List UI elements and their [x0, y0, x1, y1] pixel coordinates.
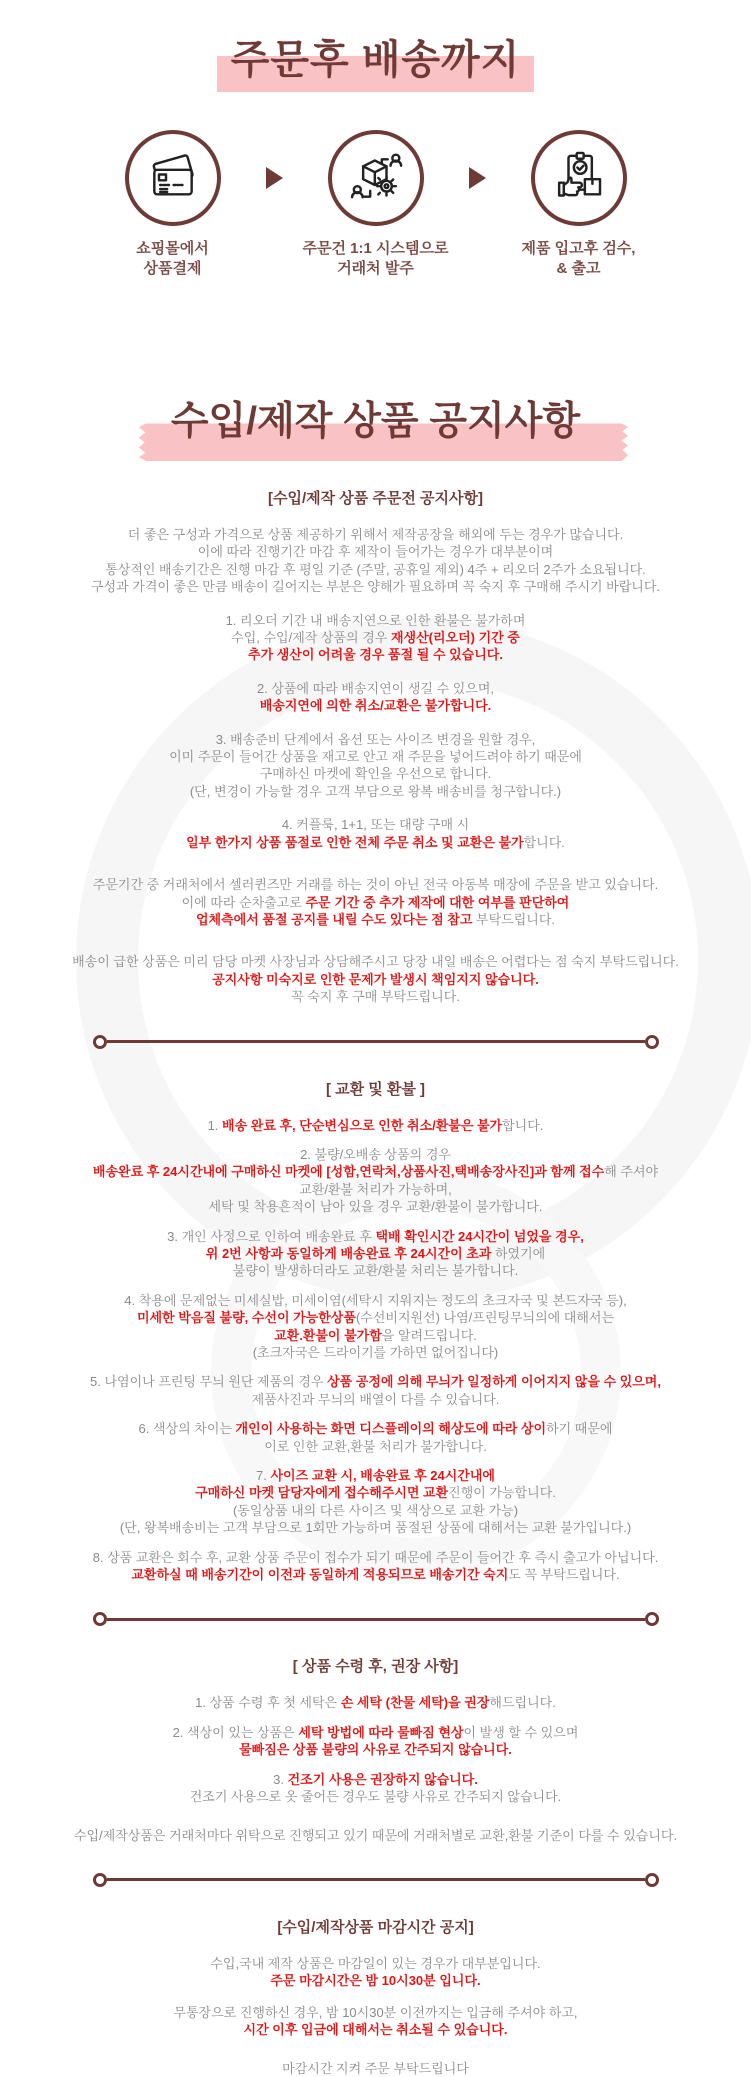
page-title — [26, 28, 726, 92]
notice-paragraph: 2. 색상이 있는 상품은 세탁 방법에 따라 물빠짐 현상이 발생 할 수 있으며 물빠짐은 상품 불량의 사유로 간주되지 않습니다. — [26, 1724, 726, 1759]
section-heading: [ 교환 및 환불 ] — [26, 1078, 726, 1099]
notice-paragraph: 무통장으로 진행하신 경우, 밤 10시30분 이전까지는 입금해 주셔야 하고, 시간 이후 입금에 대해서는 취소될 수 있습니다. — [26, 2004, 726, 2039]
section-heading: [수입/제작 상품 주문전 공지사항] — [26, 487, 726, 508]
section-heading: [ 상품 수령 후, 권장 사항] — [26, 1655, 726, 1676]
process-step-inspection — [488, 130, 670, 278]
process-step-order-system — [285, 130, 467, 278]
divider-line — [107, 1040, 645, 1043]
section-pre-order-notice — [26, 487, 726, 1006]
notice-paragraph: 주문기간 중 거래처에서 셀러퀸즈만 거래를 하는 것이 아닌 전국 아동복 매장에 주문을 받고 있습니다. 이에 따라 순차출고로 주문 기간 중 추가 제작에 대한 여부를 판단하여 업체측에서 품절 공지를 내릴 수도 있다는 점 참고 부탁드립니다. — [26, 876, 726, 928]
notice-paragraph: 1. 배송 완료 후, 단순변심으로 인한 취소/환불은 불가합니다. — [26, 1117, 726, 1134]
notice-paragraph: 더 좋은 구성과 가격으로 상품 제공하기 위해서 제작공장을 해외에 두는 경우가 많습니다. 이에 따라 진행기간 마감 후 제작이 들어가는 경우가 대부분이며 통상적인 배송기간은 진행 마감 후 평일 기준 (주말, 공휴일 제외) 4주 + 리오더 2주가 소요됩니다. 구성과 가격이 좋은 만큼 배송이 길어지는 부분은 양해가 필요하며 꼭 숙지 후 구매해 주시기 바랍니다. — [26, 526, 726, 596]
arrow-right-icon — [469, 167, 486, 189]
notice-paragraph: 4. 커플룩, 1+1, 또는 대량 구매 시 일부 한가지 상품 품절로 인한 전체 주문 취소 및 교환은 불가합니다. — [26, 816, 726, 851]
step-circle — [125, 130, 221, 226]
step-label: 제품 입고후 검수, & 출고 — [522, 239, 636, 278]
process-step-payment — [82, 130, 264, 278]
notice-paragraph: 3. 개인 사정으로 인하여 배송완료 후 택배 확인시간 24시간이 넘었을 경우, 위 2번 사항과 동일하게 배송완료 후 24시간이 초과 하였기에 불량이 발생하더라도 교환/환불 처리는 불가합니다. — [26, 1228, 726, 1280]
divider-dot-icon — [645, 1035, 659, 1049]
notice-paragraph: 3. 배송준비 단계에서 옵션 또는 사이즈 변경을 원할 경우, 이미 주문이 들어간 상품을 재고로 안고 재 주문을 넣어드려야 하기 때문에 구매하신 마켓에 확인을 우선으로 합니다. (단, 변경이 가능할 경우 고객 부담으로 왕복 배송비를 청구합니다.) — [26, 731, 726, 801]
step-label: 주문건 1:1 시스템으로 거래처 발주 — [303, 239, 449, 278]
section-exchange-refund — [26, 1078, 726, 1584]
arrow-right-icon — [266, 167, 283, 189]
step-label: 쇼핑몰에서 상품결제 — [136, 239, 208, 278]
notice-paragraph: 6. 색상의 차이는 개인이 사용하는 화면 디스플레이의 해상도에 따라 상이하기 때문에 이로 인한 교환,환불 처리가 불가합니다. — [26, 1420, 726, 1455]
notice-title-highlight: 수입/제작 상품 공지사항 — [165, 390, 586, 452]
credit-card-icon — [145, 150, 201, 206]
divider-dot-icon — [93, 1873, 107, 1887]
section-divider — [93, 1612, 659, 1626]
section-heading: [수입/제작상품 마감시간 공지] — [26, 1916, 726, 1937]
divider-dot-icon — [93, 1612, 107, 1626]
step-circle — [328, 130, 424, 226]
order-process-steps — [26, 130, 726, 278]
notice-paragraph: 2. 불량/오배송 상품의 경우 배송완료 후 24시간내에 구매하신 마켓에 [성함,연락처,상품사진,택배송장사진]과 함께 접수해 주셔야 교환/환불 처리가 가능하며, 세탁 및 착용흔적이 남아 있을 경우 교환/환불이 불가합니다. — [26, 1146, 726, 1216]
notice-paragraph: 배송이 급한 상품은 미리 담당 마켓 사장님과 상담해주시고 당장 내일 배송은 어렵다는 점 숙지 부탁드립니다. 공지사항 미숙지로 인한 문제가 발생시 책임지지 않습니다. 꼭 숙지 후 구매 부탁드립니다. — [26, 953, 726, 1005]
notice-paragraph: 마감시간 지켜 주문 부탁드립니다 — [26, 2060, 726, 2077]
notice-paragraph: 2. 상품에 따라 배송지연이 생길 수 있으며, 배송지연에 의한 취소/교환은 불가합니다. — [26, 680, 726, 715]
divider-dot-icon — [645, 1612, 659, 1626]
divider-line — [107, 1878, 645, 1881]
notice-paragraph: 수입,국내 제작 상품은 마감일이 있는 경우가 대부분입니다. 주문 마감시간은 밤 10시30분 입니다. — [26, 1955, 726, 1990]
section-divider — [93, 1873, 659, 1887]
inspection-icon — [551, 150, 607, 206]
notice-paragraph: 1. 상품 수령 후 첫 세탁은 손 세탁 (찬물 세탁)을 권장해드립니다. — [26, 1694, 726, 1711]
section-deadline-notice — [26, 1916, 726, 2077]
notice-paragraph: 5. 나염이나 프린팅 무늬 원단 제품의 경우 상품 공정에 의해 무늬가 일정하게 이어지지 않을 수 있으며, 제품사진과 무늬의 배열이 다를 수 있습니다. — [26, 1373, 726, 1408]
shipping-notice-page — [26, 28, 726, 2058]
notice-paragraph: 1. 리오더 기간 내 배송지연으로 인한 환불은 불가하며 수입, 수입/제작 상품의 경우 재생산(리오더) 기간 중 추가 생산이 어려울 경우 품절 될 수 있습니다. — [26, 612, 726, 664]
order-system-icon — [348, 150, 404, 206]
notice-paragraph: 수입/제작상품은 거래처마다 위탁으로 진행되고 있기 때문에 거래처별로 교환,환불 기준이 다를 수 있습니다. — [26, 1827, 726, 1844]
divider-dot-icon — [645, 1873, 659, 1887]
notice-paragraph: 7. 사이즈 교환 시, 배송완료 후 24시간내에 구매하신 마켓 담당자에게 접수해주시면 교환진행이 가능합니다. (동일상품 내의 다른 사이즈 및 색상으로 교환 가능) (단, 왕복배송비는 고객 부담으로 1회만 가능하며 품절된 상품에 대해서는 교환 불가입니다.) — [26, 1467, 726, 1537]
notice-title — [26, 390, 726, 452]
notice-paragraph: 3. 건조기 사용은 권장하지 않습니다. 건조기 사용으로 옷 줄어든 경우도 불량 사유로 간주되지 않습니다. — [26, 1771, 726, 1806]
divider-line — [107, 1618, 645, 1621]
section-after-receipt — [26, 1655, 726, 1843]
notice-paragraph: 4. 착용에 문제없는 미세실밥, 미세이염(세탁시 지워지는 정도의 초크자국 및 본드자국 등), 미세한 박음질 불량, 수선이 가능한상품(수선비지원선) 나염/프린팅무늬의에 대해서는 교환.환불이 불가함을 알려드립니다. (초크자국은 드라이기를 가하면 없어집니다) — [26, 1292, 726, 1362]
step-circle — [531, 130, 627, 226]
page-title-highlight: 주문후 배송까지 — [217, 28, 535, 92]
notice-paragraph: 8. 상품 교환은 회수 후, 교환 상품 주문이 접수가 되기 때문에 주문이 들어간 후 즉시 출고가 아닙니다. 교환하실 때 배송기간이 이전과 동일하게 적용되므로 배송기간 숙지도 꼭 부탁드립니다. — [26, 1549, 726, 1584]
divider-dot-icon — [93, 1035, 107, 1049]
section-divider — [93, 1035, 659, 1049]
